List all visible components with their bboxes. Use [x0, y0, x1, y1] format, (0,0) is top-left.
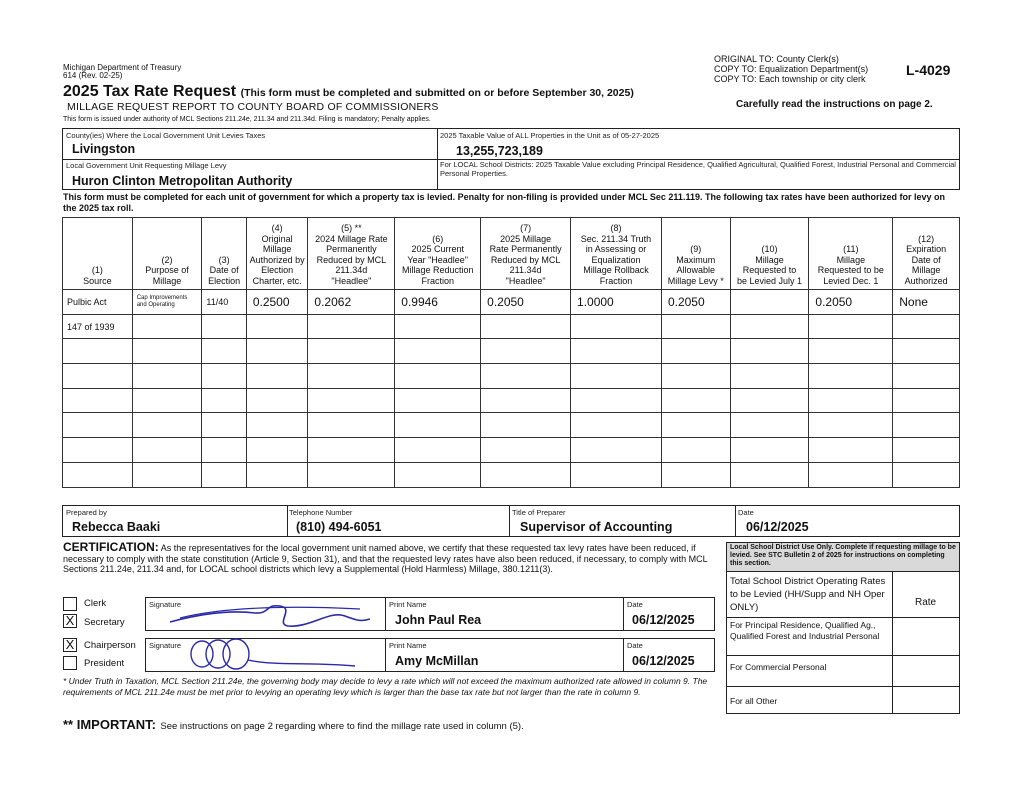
table-cell[interactable]	[893, 462, 960, 487]
table-cell[interactable]	[571, 339, 662, 364]
authority-note: This form is issued under authority of MCL Sections 211.24e, 211.34 and 211.34d. Filing is mandatory; Penalty applies.	[63, 116, 431, 123]
signer1-date[interactable]: 06/12/2025	[632, 613, 695, 627]
table-cell[interactable]	[571, 314, 662, 339]
signer2-date[interactable]: 06/12/2025	[632, 654, 695, 668]
phone-value[interactable]: (810) 494-6051	[296, 520, 382, 534]
table-cell[interactable]	[481, 462, 571, 487]
table-row	[63, 290, 960, 315]
chairperson-check-mark: X	[65, 637, 75, 652]
secretary-checkbox[interactable]	[63, 614, 77, 628]
table-cell[interactable]	[893, 339, 960, 364]
preparer-title-value[interactable]: Supervisor of Accounting	[520, 520, 673, 534]
table-cell[interactable]	[481, 339, 571, 364]
table-cell[interactable]	[893, 413, 960, 438]
table-cell[interactable]	[395, 339, 481, 364]
table-cell[interactable]	[661, 388, 730, 413]
table-cell[interactable]: 0.2050	[481, 290, 571, 315]
prepared-date-label: Date	[738, 508, 754, 517]
table-cell[interactable]	[661, 462, 730, 487]
table-cell[interactable]: 0.2500	[246, 290, 308, 315]
table-cell[interactable]	[809, 364, 893, 389]
table-cell[interactable]	[481, 314, 571, 339]
table-cell[interactable]	[809, 438, 893, 463]
secretary-label: Secretary	[84, 617, 125, 628]
table-cell[interactable]	[202, 314, 246, 339]
agency-name: Michigan Department of Treasury	[63, 63, 182, 72]
president-label: President	[84, 658, 125, 669]
table-cell[interactable]	[809, 339, 893, 364]
table-cell[interactable]	[730, 290, 809, 315]
table-cell[interactable]	[809, 413, 893, 438]
table-cell[interactable]: 0.2062	[308, 290, 395, 315]
prepared-by-label: Prepared by	[66, 508, 107, 517]
school-commercial-personal-label: For Commercial Personal	[730, 662, 827, 672]
table-cell[interactable]	[63, 438, 133, 463]
preparer-box	[62, 505, 960, 537]
column-header: (7) 2025 Millage Rate Permanently Reduced by MCL 211.34d "Headlee"	[481, 218, 571, 290]
signer2-name[interactable]: Amy McMillan	[395, 654, 479, 668]
signature-label: Signature	[149, 600, 182, 609]
table-cell[interactable]	[730, 364, 809, 389]
school-rate-label: Rate	[915, 597, 937, 608]
table-cell[interactable]	[246, 314, 308, 339]
copy-to-clerk: COPY TO: Each township or city clerk	[714, 74, 866, 84]
table-cell[interactable]	[893, 364, 960, 389]
table-cell[interactable]	[246, 413, 308, 438]
table-cell[interactable]	[308, 413, 395, 438]
table-cell[interactable]: None	[893, 290, 960, 315]
table-cell[interactable]	[571, 438, 662, 463]
table-cell[interactable]	[481, 438, 571, 463]
table-row	[63, 364, 960, 389]
table-cell[interactable]	[730, 413, 809, 438]
school-taxable-label: For LOCAL School Districts: 2025 Taxable Value excluding Principal Residence, Qualified Agricultural, Qualified Forest, Industrial Personal and Commercial Personal Properties.	[440, 160, 956, 178]
unit-label: Local Government Unit Requesting Millage Levy	[66, 161, 227, 170]
table-cell[interactable]	[395, 438, 481, 463]
column-header: (1) Source	[63, 218, 133, 290]
important-note	[63, 716, 524, 734]
table-cell[interactable]	[481, 413, 571, 438]
table-cell[interactable]	[571, 364, 662, 389]
table-cell[interactable]	[202, 438, 246, 463]
table-cell[interactable]	[308, 339, 395, 364]
school-box-header: Local School District Use Only. Complete if requesting millage to be levied. See STC Bulletin 2 of 2025 for instructions on completing this section.	[730, 544, 956, 567]
signer1-date-label: Date	[627, 600, 643, 609]
taxable-value-label: 2025 Taxable Value of ALL Properties in the Unit as of 05-27-2025	[440, 131, 660, 140]
table-cell[interactable]	[202, 388, 246, 413]
form-subtitle: MILLAGE REQUEST REPORT TO COUNTY BOARD OF COMMISSIONERS	[67, 101, 439, 113]
table-cell[interactable]	[246, 462, 308, 487]
form-number: L-4029	[906, 62, 951, 78]
table-cell[interactable]	[202, 462, 246, 487]
filing-notice: This form must be completed for each unit of government for which a property tax is levied. Penalty for non-filing is provided under MCL Sec 211.119. The following tax rates have been authorized for levy on the 2025 tax roll.	[63, 192, 946, 213]
table-cell[interactable]	[202, 339, 246, 364]
table-header-row	[63, 218, 960, 290]
table-cell[interactable]	[730, 388, 809, 413]
table-cell[interactable]	[661, 314, 730, 339]
certification-body: As the representatives for the local government unit named above, we certify that these requested tax levy rates have been reduced, if necessary to comply with the state constitution (Article 9, Section 31), and that the requested levy rates have also been reduced, if necessary, to comply with MCL Sections 211.24e, 211.34 and, for LOCAL school districts which levy a Supplemental (Hold Harmless) Millage, 380.1211(3).	[63, 543, 708, 574]
column-header: (10) Millage Requested to be Levied July 1	[730, 218, 809, 290]
table-cell[interactable]	[132, 339, 202, 364]
table-cell[interactable]	[246, 364, 308, 389]
school-principal-residence-label: For Principal Residence, Qualified Ag., Qualified Forest and Industrial Personal	[730, 620, 880, 641]
table-cell[interactable]	[246, 388, 308, 413]
instructions-note: Carefully read the instructions on page 2.	[736, 99, 933, 110]
truth-in-taxation-footnote: * Under Truth in Taxation, MCL Section 211.24e, the governing body may decide to levy a rate which will not exceed the maximum authorized rate allowed in column 9. The requirements of MCL 211.24e must be met prior to levying an operating levy which is larger than the base tax rate but not larger than the rate in column 9.	[63, 676, 708, 697]
table-cell[interactable]	[571, 388, 662, 413]
important-label: ** IMPORTANT:	[63, 717, 156, 732]
table-cell[interactable]: 147 of 1939	[63, 314, 133, 339]
chairperson-label: Chairperson	[84, 640, 136, 651]
form-title-line	[63, 83, 634, 101]
table-cell[interactable]	[308, 438, 395, 463]
table-cell[interactable]	[63, 339, 133, 364]
table-cell[interactable]	[308, 364, 395, 389]
table-cell[interactable]	[571, 413, 662, 438]
column-header: (9) Maximum Allowable Millage Levy *	[661, 218, 730, 290]
table-cell[interactable]	[893, 314, 960, 339]
signer2-date-label: Date	[627, 641, 643, 650]
table-cell[interactable]: 0.9946	[395, 290, 481, 315]
millage-table	[62, 217, 960, 488]
table-cell[interactable]: 0.2050	[809, 290, 893, 315]
column-header: (8) Sec. 211.34 Truth in Assessing or Equalization Millage Rollback Fraction	[571, 218, 662, 290]
secretary-check-mark: X	[65, 613, 75, 628]
table-cell[interactable]: Cap Improvements and Operating	[132, 290, 202, 315]
table-cell[interactable]	[809, 314, 893, 339]
table-cell[interactable]	[63, 364, 133, 389]
table-row	[63, 438, 960, 463]
table-cell[interactable]	[730, 314, 809, 339]
column-header: (2) Purpose of Millage	[132, 218, 202, 290]
table-cell[interactable]	[809, 462, 893, 487]
column-header: (6) 2025 Current Year "Headlee" Millage Reduction Fraction	[395, 218, 481, 290]
table-cell[interactable]	[661, 438, 730, 463]
school-total-rates-label: Total School District Operating Rates to be Levied (HH/Supp and NH Oper ONLY)	[730, 576, 886, 613]
column-header: (4) Original Millage Authorized by Election Charter, etc.	[246, 218, 308, 290]
table-row	[63, 413, 960, 438]
signature-2-image[interactable]	[180, 636, 370, 672]
table-cell[interactable]	[132, 462, 202, 487]
table-cell[interactable]	[661, 339, 730, 364]
certification-heading: CERTIFICATION:	[63, 540, 159, 554]
table-cell[interactable]	[308, 462, 395, 487]
table-cell[interactable]	[661, 364, 730, 389]
county-label: County(ies) Where the Local Government Unit Levies Taxes	[66, 131, 266, 140]
chairperson-checkbox[interactable]	[63, 638, 77, 652]
table-cell[interactable]	[893, 438, 960, 463]
table-cell[interactable]	[132, 364, 202, 389]
table-cell[interactable]	[809, 388, 893, 413]
table-cell[interactable]	[571, 462, 662, 487]
phone-label: Telephone Number	[289, 508, 353, 517]
table-row	[63, 314, 960, 339]
original-to: ORIGINAL TO: County Clerk(s)	[714, 54, 839, 64]
table-cell[interactable]	[893, 388, 960, 413]
signature-label: Signature	[149, 641, 182, 650]
signer1-name[interactable]: John Paul Rea	[395, 613, 482, 627]
table-cell[interactable]	[730, 462, 809, 487]
table-cell[interactable]	[395, 462, 481, 487]
table-cell[interactable]	[481, 388, 571, 413]
copy-to-equalization: COPY TO: Equalization Department(s)	[714, 64, 869, 74]
form-title: 2025 Tax Rate Request	[63, 83, 237, 100]
table-cell[interactable]	[481, 364, 571, 389]
table-row	[63, 388, 960, 413]
column-header: (11) Millage Requested to be Levied Dec. 1	[809, 218, 893, 290]
table-cell[interactable]	[132, 438, 202, 463]
table-cell[interactable]	[202, 413, 246, 438]
distribution-list	[714, 54, 868, 84]
print-name-label: Print Name	[389, 641, 427, 650]
table-cell[interactable]	[246, 438, 308, 463]
certification-text	[63, 542, 713, 575]
print-name-label: Print Name	[389, 600, 427, 609]
school-all-other-label: For all Other	[730, 696, 778, 706]
column-header: (3) Date of Election	[202, 218, 246, 290]
table-cell[interactable]	[132, 388, 202, 413]
table-cell[interactable]: 0.2050	[661, 290, 730, 315]
table-row	[63, 462, 960, 487]
county-value[interactable]: Livingston	[72, 142, 136, 156]
table-cell[interactable]	[132, 413, 202, 438]
president-checkbox[interactable]	[63, 656, 77, 670]
signature-1-image[interactable]	[160, 600, 380, 632]
table-cell[interactable]	[132, 314, 202, 339]
taxable-value[interactable]: 13,255,723,189	[456, 144, 543, 158]
table-cell[interactable]	[730, 339, 809, 364]
form-title-note: (This form must be completed and submitted on or before September 30, 2025)	[240, 87, 634, 99]
table-cell[interactable]	[395, 413, 481, 438]
unit-value[interactable]: Huron Clinton Metropolitan Authority	[72, 174, 293, 188]
clerk-label: Clerk	[84, 598, 107, 609]
table-cell[interactable]	[395, 364, 481, 389]
table-cell[interactable]: 11/40	[202, 290, 246, 315]
clerk-checkbox[interactable]	[63, 597, 77, 611]
column-header: (12) Expiration Date of Millage Authorized	[893, 218, 960, 290]
table-cell[interactable]	[63, 388, 133, 413]
form-revision: 614 (Rev. 02-25)	[63, 71, 123, 80]
prepared-by-value[interactable]: Rebecca Baaki	[72, 520, 161, 534]
preparer-title-label: Title of Preparer	[512, 508, 566, 517]
column-header: (5) ** 2024 Millage Rate Permanently Reduced by MCL 211.34d "Headlee"	[308, 218, 395, 290]
table-cell[interactable]	[395, 314, 481, 339]
table-cell[interactable]	[730, 438, 809, 463]
table-cell[interactable]	[63, 462, 133, 487]
table-cell[interactable]	[202, 364, 246, 389]
important-text: See instructions on page 2 regarding where to find the millage rate used in column (5).	[160, 721, 524, 732]
table-cell[interactable]	[63, 413, 133, 438]
table-cell[interactable]	[661, 413, 730, 438]
table-cell[interactable]	[308, 314, 395, 339]
table-cell[interactable]: 1.0000	[571, 290, 662, 315]
table-cell[interactable]: Pulbic Act	[63, 290, 133, 315]
table-cell[interactable]	[395, 388, 481, 413]
table-cell[interactable]	[308, 388, 395, 413]
prepared-date-value[interactable]: 06/12/2025	[746, 520, 809, 534]
table-cell[interactable]	[246, 339, 308, 364]
table-row	[63, 339, 960, 364]
